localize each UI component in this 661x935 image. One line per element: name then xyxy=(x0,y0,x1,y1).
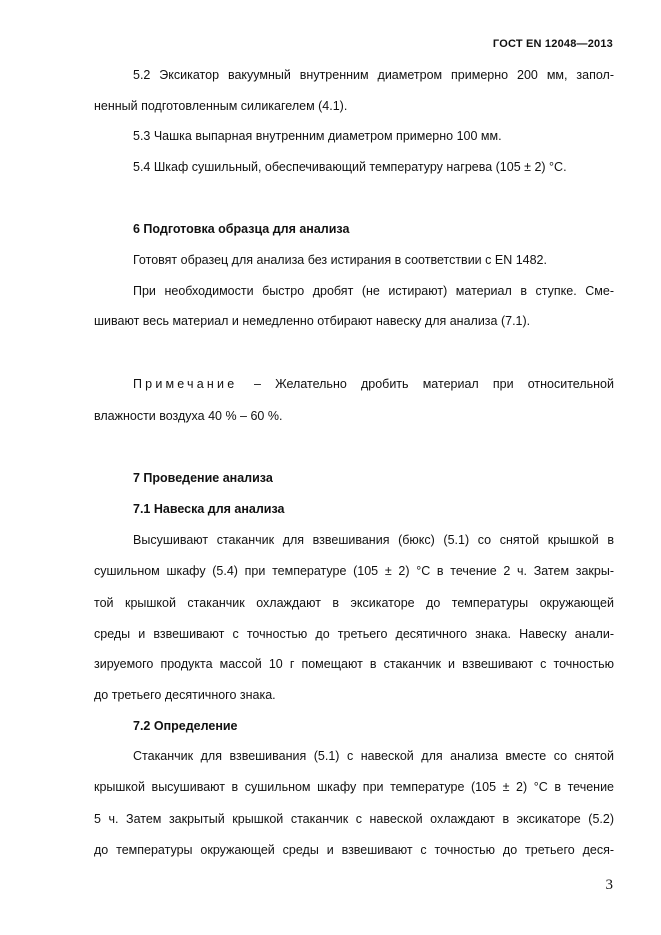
subsection-7-2-line-2: крышкой высушивают в сушильном шкафу при температуре (105 ± 2) °С в течение xyxy=(94,780,614,794)
subsection-7-2-line-1: Стаканчик для взвешивания (5.1) с навеской для анализа вместе со снятой xyxy=(133,749,614,763)
note-text-start: – Желательно дробить материал при относительной xyxy=(254,377,614,391)
item-5-3: 5.3 Чашка выпарная внутренним диаметром примерно 100 мм. xyxy=(133,129,502,143)
subsection-7-1-line-6: до третьего десятичного знака. xyxy=(94,688,276,702)
page-number: 3 xyxy=(605,877,613,893)
subsection-7-1-line-2: сушильном шкафу (5.4) при температуре (105 ± 2) °С в течение 2 ч. Затем закры- xyxy=(94,564,614,578)
section-6-paragraph-2-line-1: При необходимости быстро дробят (не истирают) материал в ступке. Сме- xyxy=(133,284,614,298)
section-6-paragraph-2-line-2: шивают весь материал и немедленно отбирают навеску для анализа (7.1). xyxy=(94,314,531,328)
section-6-paragraph-1: Готовят образец для анализа без истирания в соответствии с EN 1482. xyxy=(133,253,547,267)
item-5-2-line-1: 5.2 Эксикатор вакуумный внутренним диаметром примерно 200 мм, запол- xyxy=(133,68,614,82)
note-line-1 xyxy=(133,376,614,392)
subsection-7-1-heading: 7.1 Навеска для анализа xyxy=(133,502,285,516)
note-label: Примечание xyxy=(133,377,238,391)
subsection-7-2-heading: 7.2 Определение xyxy=(133,719,238,733)
subsection-7-1-line-1: Высушивают стаканчик для взвешивания (бюкс) (5.1) со снятой крышкой в xyxy=(133,533,614,547)
standard-code-header: ГОСТ EN 12048—2013 xyxy=(492,38,613,50)
item-5-2-line-2: ненный подготовленным силикагелем (4.1). xyxy=(94,99,348,113)
subsection-7-1-line-4: среды и взвешивают с точностью до третьего десятичного знака. Навеску анали- xyxy=(94,627,614,641)
subsection-7-2-line-4: до температуры окружающей среды и взвешивают с точностью до третьего деся- xyxy=(94,843,614,857)
note-line-2: влажности воздуха 40 % – 60 %. xyxy=(94,409,283,423)
subsection-7-1-line-5: зируемого продукта массой 10 г помещают в стаканчик и взвешивают с точностью xyxy=(94,657,614,671)
section-7-heading: 7 Проведение анализа xyxy=(133,471,273,485)
section-6-heading: 6 Подготовка образца для анализа xyxy=(133,222,350,236)
subsection-7-1-line-3: той крышкой стаканчик охлаждают в эксикаторе до температуры окружающей xyxy=(94,596,614,610)
subsection-7-2-line-3: 5 ч. Затем закрытый крышкой стаканчик с навеской охлаждают в эксикаторе (5.2) xyxy=(94,812,614,826)
item-5-4: 5.4 Шкаф сушильный, обеспечивающий температуру нагрева (105 ± 2) °С. xyxy=(133,160,567,174)
